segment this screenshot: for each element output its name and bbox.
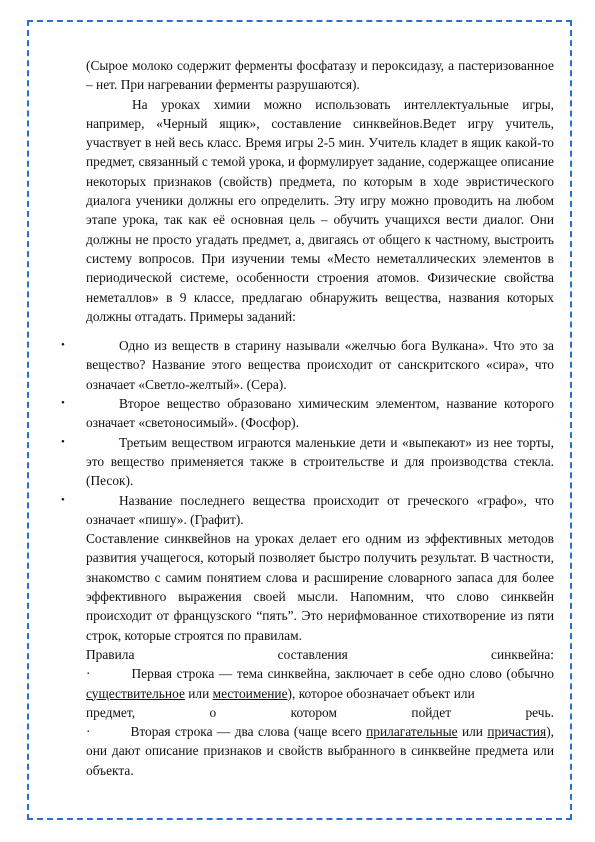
bullet-icon: • — [61, 339, 65, 352]
rule-word: предмет, — [86, 704, 136, 720]
link-pronoun[interactable]: местоимение — [212, 685, 288, 701]
rule-word: пойдет — [411, 704, 452, 720]
link-participles[interactable]: причастия — [487, 724, 547, 740]
rules-heading — [86, 645, 554, 664]
intro-line: (Сырое молоко содержит ферменты фосфатазу и пероксидазу, а пастеризованное – нет. При нагревании ферменты разрушаются). — [86, 58, 554, 93]
rule-first-line — [86, 664, 554, 703]
rule-text: ), они дают описание признаков и свойств выбранного в синквейне предмета или объекта. — [86, 724, 554, 778]
rules-heading-word: Правила — [86, 646, 135, 662]
rule-first-line-end — [86, 703, 554, 722]
paragraph-black-box: На уроках химии можно использовать интеллектуальные игры, например, «Черный ящик», составление синквейнов.Ведет игру учитель, участвует в ней весь класс. Время игры 2-5 мин. Учитель кладет в ящик какой-то предмет, связанный с темой урока, и формулирует задание, содержащее описание некоторых признаков (свойств) предмета, по которым в ходе эвристического диалога ученики должны его определить. Эту игру можно проводить на любом этапе урока, так как её основная цель – обучить учащихся вести диалог. Они должны не просто угадать предмет, а, двигаясь от общего к частному, выстроить систему вопросов. При изучении темы «Место неметаллических элементов в периодической системе, особенности строения атомов. Физические свойства неметаллов» в 9 классе, предлагаю обнаружить вещества, названия которых должны отгадать. Примеры заданий: — [86, 96, 554, 324]
link-noun[interactable]: существительное — [86, 685, 185, 701]
document-body — [61, 56, 554, 780]
rules-heading-word: синквейна: — [491, 646, 554, 662]
rule-word: речь. — [525, 704, 554, 720]
example-text: Второе вещество образовано химическим элементом, название которого означает «светоносимый». (Фосфор). — [86, 396, 554, 431]
rule-text: или — [184, 685, 213, 701]
rule-marker: · — [86, 724, 91, 740]
spacer — [86, 326, 554, 336]
rule-marker: · — [86, 666, 91, 682]
rule-text: ), которое обозначает объект или — [287, 685, 475, 701]
rule-second-line — [86, 722, 554, 780]
bullet-icon: • — [61, 435, 65, 448]
rule-text: Первая строка — тема синквейна, заключает в себе одно слово (обычно — [131, 666, 554, 682]
bullet-icon: • — [61, 397, 65, 410]
list-item — [61, 491, 554, 530]
rule-word: котором — [290, 704, 337, 720]
list-item — [61, 433, 554, 491]
rules-heading-word: составления — [277, 646, 348, 662]
list-item — [61, 336, 554, 394]
example-text: Одно из веществ в старину называли «желчью бога Вулкана». Что это за вещество? Название этого вещества происходит от санскритского «сира», что означает «Светло-желтый». (Сера). — [86, 338, 554, 392]
paragraph-sinkwine: Составление синквейнов на уроках делает его одним из эффективных методов развития учащегося, который позволяет быстро получить результат. В частности, знакомство с самим понятием слова и расширение словарного запаса для более эффективного выражения своей мысли. Напомним, что слово синквейн происходит от французского “пять”. Это нерифмованное стихотворение из пяти строк, которые строятся по правилам. — [86, 531, 554, 643]
list-item — [61, 394, 554, 433]
examples-list — [61, 336, 554, 529]
rule-text: Вторая строка — два слова (чаще всего — [130, 724, 367, 740]
link-adjectives[interactable]: прилагательные — [366, 724, 458, 740]
example-text: Название последнего вещества происходит от греческого «графо», что означает «пишу». (Графит). — [86, 492, 554, 527]
rule-word: о — [209, 704, 217, 720]
rule-text: или — [457, 724, 488, 740]
example-text: Третьим веществом играются маленькие дети и «выпекают» из нее торты, это вещество применяется также в строительстве и для производства стекла. (Песок). — [86, 434, 554, 489]
bullet-icon: • — [61, 493, 65, 506]
